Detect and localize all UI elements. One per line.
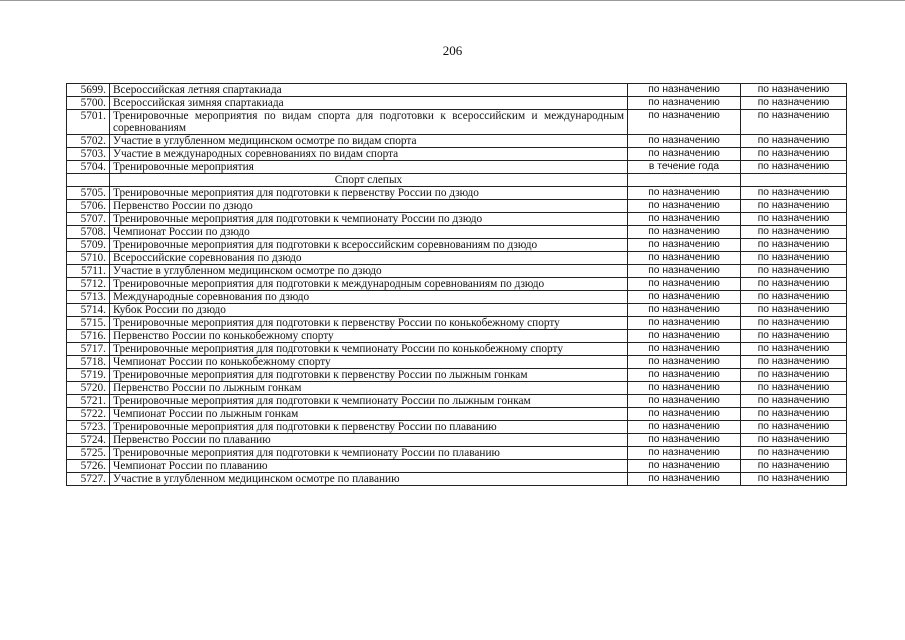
event-name: Тренировочные мероприятия для подготовки к международным соревнованиям по дзюдо bbox=[110, 278, 628, 291]
assignment-cell: по назначению bbox=[741, 265, 847, 278]
page-number: 206 bbox=[442, 43, 463, 58]
period-cell: по назначению bbox=[628, 110, 741, 135]
event-name: Тренировочные мероприятия для подготовки к первенству России по дзюдо bbox=[110, 187, 628, 200]
period-cell: по назначению bbox=[628, 408, 741, 421]
row-number: 5727. bbox=[67, 473, 110, 486]
event-name: Всероссийская летняя спартакиада bbox=[110, 84, 628, 97]
assignment-cell: по назначению bbox=[741, 369, 847, 382]
assignment-cell: по назначению bbox=[741, 343, 847, 356]
event-name: Первенство России по лыжным гонкам bbox=[110, 382, 628, 395]
event-name: Чемпионат России по плаванию bbox=[110, 460, 628, 473]
period-cell: по назначению bbox=[628, 382, 741, 395]
assignment-cell: по назначению bbox=[741, 408, 847, 421]
table-row bbox=[67, 213, 847, 226]
assignment-cell: по назначению bbox=[741, 421, 847, 434]
table-row bbox=[67, 317, 847, 330]
period-cell: по назначению bbox=[628, 252, 741, 265]
event-name: Участие в международных соревнованиях по видам спорта bbox=[110, 148, 628, 161]
row-number: 5714. bbox=[67, 304, 110, 317]
event-name: Тренировочные мероприятия для подготовки к первенству России по плаванию bbox=[110, 421, 628, 434]
table-row bbox=[67, 226, 847, 239]
assignment-cell: по назначению bbox=[741, 97, 847, 110]
event-name: Тренировочные мероприятия для подготовки к первенству России по лыжным гонкам bbox=[110, 369, 628, 382]
top-rule bbox=[0, 0, 905, 1]
event-name: Спорт слепых bbox=[110, 174, 628, 187]
period-cell bbox=[628, 174, 741, 187]
assignment-cell: по назначению bbox=[741, 84, 847, 97]
table-row bbox=[67, 265, 847, 278]
row-number: 5723. bbox=[67, 421, 110, 434]
period-cell: по назначению bbox=[628, 265, 741, 278]
assignment-cell: по назначению bbox=[741, 460, 847, 473]
assignment-cell: по назначению bbox=[741, 434, 847, 447]
row-number: 5706. bbox=[67, 200, 110, 213]
row-number: 5724. bbox=[67, 434, 110, 447]
event-name: Тренировочные мероприятия по видам спорта для подготовки к всероссийским и международным соревнованиям bbox=[110, 110, 628, 135]
row-number: 5720. bbox=[67, 382, 110, 395]
section-header-row bbox=[67, 174, 847, 187]
event-name: Первенство России по плаванию bbox=[110, 434, 628, 447]
table-row bbox=[67, 84, 847, 97]
row-number: 5709. bbox=[67, 239, 110, 252]
event-name: Всероссийская зимняя спартакиада bbox=[110, 97, 628, 110]
event-name: Кубок России по дзюдо bbox=[110, 304, 628, 317]
event-name: Тренировочные мероприятия для подготовки к первенству России по конькобежному спорту bbox=[110, 317, 628, 330]
row-number: 5702. bbox=[67, 135, 110, 148]
event-name: Первенство России по дзюдо bbox=[110, 200, 628, 213]
table-row bbox=[67, 343, 847, 356]
row-number: 5705. bbox=[67, 187, 110, 200]
table-row bbox=[67, 382, 847, 395]
period-cell: по назначению bbox=[628, 447, 741, 460]
row-number: 5711. bbox=[67, 265, 110, 278]
period-cell: по назначению bbox=[628, 317, 741, 330]
period-cell: по назначению bbox=[628, 187, 741, 200]
assignment-cell: по назначению bbox=[741, 252, 847, 265]
row-number: 5722. bbox=[67, 408, 110, 421]
row-number: 5717. bbox=[67, 343, 110, 356]
period-cell: по назначению bbox=[628, 200, 741, 213]
table-row bbox=[67, 330, 847, 343]
assignment-cell: по назначению bbox=[741, 226, 847, 239]
assignment-cell: по назначению bbox=[741, 382, 847, 395]
table-row bbox=[67, 356, 847, 369]
table-row bbox=[67, 148, 847, 161]
row-number: 5716. bbox=[67, 330, 110, 343]
row-number: 5700. bbox=[67, 97, 110, 110]
period-cell: по назначению bbox=[628, 226, 741, 239]
period-cell: по назначению bbox=[628, 395, 741, 408]
assignment-cell: по назначению bbox=[741, 200, 847, 213]
table-row bbox=[67, 473, 847, 486]
table-row bbox=[67, 304, 847, 317]
row-number: 5712. bbox=[67, 278, 110, 291]
period-cell: по назначению bbox=[628, 239, 741, 252]
assignment-cell: по назначению bbox=[741, 291, 847, 304]
row-number: 5725. bbox=[67, 447, 110, 460]
row-number: 5701. bbox=[67, 110, 110, 135]
assignment-cell: по назначению bbox=[741, 110, 847, 135]
row-number: 5704. bbox=[67, 161, 110, 174]
period-cell: по назначению bbox=[628, 473, 741, 486]
assignment-cell: по назначению bbox=[741, 473, 847, 486]
row-number: 5710. bbox=[67, 252, 110, 265]
row-number: 5699. bbox=[67, 84, 110, 97]
event-name: Тренировочные мероприятия bbox=[110, 161, 628, 174]
row-number bbox=[67, 174, 110, 187]
assignment-cell: по назначению bbox=[741, 317, 847, 330]
table-row bbox=[67, 434, 847, 447]
period-cell: по назначению bbox=[628, 291, 741, 304]
table-row bbox=[67, 421, 847, 434]
period-cell: по назначению bbox=[628, 434, 741, 447]
event-name: Чемпионат России по дзюдо bbox=[110, 226, 628, 239]
period-cell: по назначению bbox=[628, 343, 741, 356]
assignment-cell: по назначению bbox=[741, 187, 847, 200]
assignment-cell: по назначению bbox=[741, 239, 847, 252]
event-name: Тренировочные мероприятия для подготовки к всероссийским соревнованиям по дзюдо bbox=[110, 239, 628, 252]
period-cell: по назначению bbox=[628, 330, 741, 343]
assignment-cell: по назначению bbox=[741, 278, 847, 291]
assignment-cell: по назначению bbox=[741, 161, 847, 174]
assignment-cell: по назначению bbox=[741, 135, 847, 148]
row-number: 5726. bbox=[67, 460, 110, 473]
event-name: Тренировочные мероприятия для подготовки к чемпионату России по плаванию bbox=[110, 447, 628, 460]
table-row bbox=[67, 369, 847, 382]
period-cell: по назначению bbox=[628, 84, 741, 97]
event-name: Участие в углубленном медицинском осмотре по видам спорта bbox=[110, 135, 628, 148]
row-number: 5703. bbox=[67, 148, 110, 161]
table-row bbox=[67, 200, 847, 213]
period-cell: по назначению bbox=[628, 369, 741, 382]
row-number: 5715. bbox=[67, 317, 110, 330]
event-name: Тренировочные мероприятия для подготовки к чемпионату России по дзюдо bbox=[110, 213, 628, 226]
table-row bbox=[67, 161, 847, 174]
period-cell: по назначению bbox=[628, 213, 741, 226]
schedule-table-body bbox=[67, 84, 847, 486]
table-row bbox=[67, 447, 847, 460]
assignment-cell bbox=[741, 174, 847, 187]
schedule-table bbox=[66, 83, 847, 486]
assignment-cell: по назначению bbox=[741, 304, 847, 317]
row-number: 5721. bbox=[67, 395, 110, 408]
assignment-cell: по назначению bbox=[741, 330, 847, 343]
row-number: 5707. bbox=[67, 213, 110, 226]
event-name: Всероссийские соревнования по дзюдо bbox=[110, 252, 628, 265]
row-number: 5713. bbox=[67, 291, 110, 304]
period-cell: по назначению bbox=[628, 356, 741, 369]
row-number: 5719. bbox=[67, 369, 110, 382]
assignment-cell: по назначению bbox=[741, 148, 847, 161]
table-row bbox=[67, 110, 847, 135]
table-row bbox=[67, 97, 847, 110]
event-name: Первенство России по конькобежному спорту bbox=[110, 330, 628, 343]
event-name: Чемпионат России по конькобежному спорту bbox=[110, 356, 628, 369]
event-name: Участие в углубленном медицинском осмотре по дзюдо bbox=[110, 265, 628, 278]
period-cell: по назначению bbox=[628, 148, 741, 161]
assignment-cell: по назначению bbox=[741, 395, 847, 408]
table-row bbox=[67, 239, 847, 252]
period-cell: по назначению bbox=[628, 304, 741, 317]
event-name: Участие в углубленном медицинском осмотре по плаванию bbox=[110, 473, 628, 486]
period-cell: по назначению bbox=[628, 421, 741, 434]
table-row bbox=[67, 278, 847, 291]
assignment-cell: по назначению bbox=[741, 447, 847, 460]
period-cell: по назначению bbox=[628, 278, 741, 291]
event-name: Тренировочные мероприятия для подготовки к чемпионату России по конькобежному спорту bbox=[110, 343, 628, 356]
row-number: 5708. bbox=[67, 226, 110, 239]
table-row bbox=[67, 395, 847, 408]
row-number: 5718. bbox=[67, 356, 110, 369]
event-name: Тренировочные мероприятия для подготовки к чемпионату России по лыжным гонкам bbox=[110, 395, 628, 408]
event-name: Международные соревнования по дзюдо bbox=[110, 291, 628, 304]
table-row bbox=[67, 135, 847, 148]
table-row bbox=[67, 187, 847, 200]
period-cell: по назначению bbox=[628, 460, 741, 473]
table-row bbox=[67, 252, 847, 265]
table-row bbox=[67, 460, 847, 473]
period-cell: по назначению bbox=[628, 97, 741, 110]
assignment-cell: по назначению bbox=[741, 213, 847, 226]
table-row bbox=[67, 291, 847, 304]
assignment-cell: по назначению bbox=[741, 356, 847, 369]
period-cell: в течение года bbox=[628, 161, 741, 174]
event-name: Чемпионат России по лыжным гонкам bbox=[110, 408, 628, 421]
table-row bbox=[67, 408, 847, 421]
period-cell: по назначению bbox=[628, 135, 741, 148]
